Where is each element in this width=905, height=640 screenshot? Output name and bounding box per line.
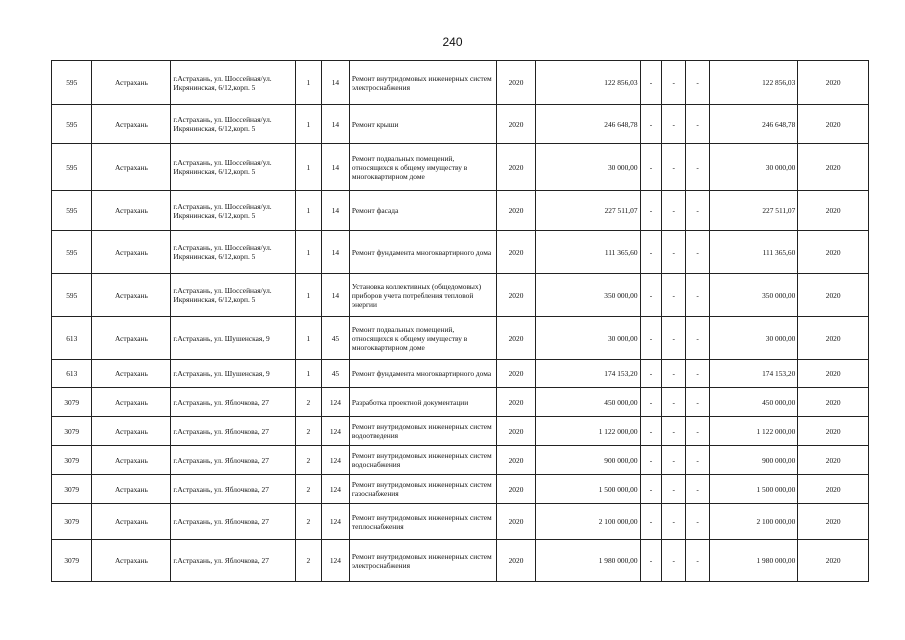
cell-year: 2020 [497, 540, 535, 582]
cell-building-count: 1 [295, 317, 321, 360]
cell-house-id: 595 [52, 231, 92, 274]
cell-dash: - [662, 504, 686, 540]
table-row [52, 274, 869, 317]
table-row [52, 360, 869, 388]
cell-completion-year: 2020 [798, 475, 869, 504]
cell-address: г.Астрахань, ул. Шушенская, 9 [171, 360, 296, 388]
cell-completion-year: 2020 [798, 417, 869, 446]
cell-dash: - [662, 417, 686, 446]
cell-completion-year: 2020 [798, 191, 869, 231]
cell-address: г.Астрахань, ул. Шоссейная/ул. Икрянинская, 6/12,корп. 5 [171, 191, 296, 231]
cell-total: 30 000,00 [710, 144, 798, 191]
cell-completion-year: 2020 [798, 540, 869, 582]
cell-cost: 246 648,78 [535, 105, 640, 144]
cell-dash: - [686, 191, 710, 231]
cell-work-type: Ремонт внутридомовых инженерных систем электроснабжения [349, 61, 496, 105]
cell-dash: - [662, 274, 686, 317]
cell-house-id: 613 [52, 317, 92, 360]
cell-work-type: Ремонт фасада [349, 191, 496, 231]
cell-dash: - [686, 61, 710, 105]
table-row [52, 144, 869, 191]
cell-cost: 1 122 000,00 [535, 417, 640, 446]
table-row [52, 61, 869, 105]
cell-dash: - [662, 446, 686, 475]
cell-building-count: 1 [295, 360, 321, 388]
cell-apartment-count: 124 [321, 504, 349, 540]
cell-cost: 111 365,60 [535, 231, 640, 274]
cell-dash: - [662, 61, 686, 105]
cell-completion-year: 2020 [798, 446, 869, 475]
cell-work-type: Разработка проектной документации [349, 388, 496, 417]
cell-total: 111 365,60 [710, 231, 798, 274]
cell-dash: - [640, 504, 662, 540]
cell-work-type: Ремонт внутридомовых инженерных систем водоснабжения [349, 446, 496, 475]
cell-house-id: 595 [52, 61, 92, 105]
cell-city: Астрахань [92, 360, 171, 388]
cell-house-id: 3079 [52, 446, 92, 475]
cell-dash: - [686, 317, 710, 360]
cell-dash: - [686, 475, 710, 504]
cell-address: г.Астрахань, ул. Шоссейная/ул. Икрянинская, 6/12,корп. 5 [171, 144, 296, 191]
cell-dash: - [662, 317, 686, 360]
cell-completion-year: 2020 [798, 388, 869, 417]
cell-apartment-count: 45 [321, 360, 349, 388]
cell-address: г.Астрахань, ул. Яблочкова, 27 [171, 475, 296, 504]
cell-work-type: Ремонт внутридомовых инженерных систем газоснабжения [349, 475, 496, 504]
cell-year: 2020 [497, 360, 535, 388]
cell-cost: 227 511,07 [535, 191, 640, 231]
cell-house-id: 3079 [52, 504, 92, 540]
cell-work-type: Ремонт внутридомовых инженерных систем теплоснабжения [349, 504, 496, 540]
cell-total: 30 000,00 [710, 317, 798, 360]
cell-year: 2020 [497, 317, 535, 360]
cell-house-id: 613 [52, 360, 92, 388]
cell-address: г.Астрахань, ул. Яблочкова, 27 [171, 540, 296, 582]
cell-total: 246 648,78 [710, 105, 798, 144]
cell-address: г.Астрахань, ул. Шоссейная/ул. Икрянинская, 6/12,корп. 5 [171, 105, 296, 144]
cell-building-count: 2 [295, 417, 321, 446]
cell-building-count: 1 [295, 144, 321, 191]
cell-building-count: 1 [295, 191, 321, 231]
cell-building-count: 1 [295, 105, 321, 144]
cell-city: Астрахань [92, 504, 171, 540]
cell-building-count: 2 [295, 388, 321, 417]
cell-city: Астрахань [92, 475, 171, 504]
cell-address: г.Астрахань, ул. Шушенская, 9 [171, 317, 296, 360]
cell-building-count: 1 [295, 61, 321, 105]
cell-cost: 450 000,00 [535, 388, 640, 417]
cell-cost: 350 000,00 [535, 274, 640, 317]
cell-total: 350 000,00 [710, 274, 798, 317]
cell-dash: - [640, 388, 662, 417]
cell-building-count: 2 [295, 540, 321, 582]
cell-dash: - [662, 540, 686, 582]
cell-dash: - [640, 475, 662, 504]
cell-house-id: 3079 [52, 388, 92, 417]
cell-city: Астрахань [92, 191, 171, 231]
cell-completion-year: 2020 [798, 504, 869, 540]
cell-dash: - [640, 105, 662, 144]
table-row [52, 231, 869, 274]
cell-apartment-count: 124 [321, 417, 349, 446]
table-row [52, 191, 869, 231]
cell-dash: - [686, 231, 710, 274]
cell-apartment-count: 124 [321, 446, 349, 475]
cell-completion-year: 2020 [798, 231, 869, 274]
cell-apartment-count: 14 [321, 144, 349, 191]
cell-work-type: Ремонт фундамента многоквартирного дома [349, 231, 496, 274]
cell-house-id: 3079 [52, 417, 92, 446]
cell-house-id: 595 [52, 105, 92, 144]
cell-city: Астрахань [92, 231, 171, 274]
cell-cost: 174 153,20 [535, 360, 640, 388]
cell-dash: - [686, 417, 710, 446]
cell-dash: - [686, 105, 710, 144]
cell-apartment-count: 14 [321, 61, 349, 105]
cell-year: 2020 [497, 475, 535, 504]
cell-city: Астрахань [92, 274, 171, 317]
cell-dash: - [640, 446, 662, 475]
cell-address: г.Астрахань, ул. Шоссейная/ул. Икрянинская, 6/12,корп. 5 [171, 61, 296, 105]
cell-city: Астрахань [92, 317, 171, 360]
cell-work-type: Ремонт подвальных помещений, относящихся к общему имуществу в многоквартирном доме [349, 144, 496, 191]
table-row [52, 417, 869, 446]
cell-completion-year: 2020 [798, 61, 869, 105]
cell-dash: - [640, 360, 662, 388]
cell-year: 2020 [497, 504, 535, 540]
cell-dash: - [640, 191, 662, 231]
cell-total: 2 100 000,00 [710, 504, 798, 540]
cell-dash: - [662, 360, 686, 388]
cell-city: Астрахань [92, 61, 171, 105]
cell-completion-year: 2020 [798, 360, 869, 388]
table-row [52, 105, 869, 144]
cell-dash: - [640, 144, 662, 191]
table-row [52, 540, 869, 582]
repair-registry-table [51, 60, 869, 582]
cell-apartment-count: 14 [321, 105, 349, 144]
cell-house-id: 3079 [52, 475, 92, 504]
cell-work-type: Ремонт внутридомовых инженерных систем электроснабжения [349, 540, 496, 582]
cell-cost: 30 000,00 [535, 317, 640, 360]
table-row [52, 317, 869, 360]
cell-work-type: Ремонт крыши [349, 105, 496, 144]
cell-dash: - [640, 274, 662, 317]
cell-dash: - [686, 274, 710, 317]
cell-dash: - [640, 317, 662, 360]
cell-completion-year: 2020 [798, 274, 869, 317]
cell-cost: 1 500 000,00 [535, 475, 640, 504]
cell-cost: 2 100 000,00 [535, 504, 640, 540]
cell-dash: - [662, 105, 686, 144]
cell-house-id: 595 [52, 274, 92, 317]
cell-city: Астрахань [92, 144, 171, 191]
cell-address: г.Астрахань, ул. Яблочкова, 27 [171, 388, 296, 417]
cell-building-count: 1 [295, 231, 321, 274]
cell-dash: - [686, 504, 710, 540]
cell-dash: - [640, 231, 662, 274]
cell-address: г.Астрахань, ул. Шоссейная/ул. Икрянинская, 6/12,корп. 5 [171, 274, 296, 317]
table-row [52, 388, 869, 417]
cell-apartment-count: 124 [321, 540, 349, 582]
cell-year: 2020 [497, 417, 535, 446]
cell-dash: - [662, 475, 686, 504]
table-row [52, 504, 869, 540]
cell-completion-year: 2020 [798, 317, 869, 360]
cell-dash: - [640, 61, 662, 105]
table-body [52, 61, 869, 582]
cell-cost: 30 000,00 [535, 144, 640, 191]
cell-year: 2020 [497, 446, 535, 475]
cell-city: Астрахань [92, 417, 171, 446]
cell-total: 900 000,00 [710, 446, 798, 475]
cell-house-id: 595 [52, 144, 92, 191]
cell-apartment-count: 124 [321, 388, 349, 417]
cell-address: г.Астрахань, ул. Яблочкова, 27 [171, 417, 296, 446]
cell-completion-year: 2020 [798, 144, 869, 191]
cell-city: Астрахань [92, 105, 171, 144]
cell-work-type: Установка коллективных (общедомовых) приборов учета потребления тепловой энергии [349, 274, 496, 317]
cell-dash: - [686, 360, 710, 388]
table-row [52, 446, 869, 475]
cell-cost: 1 980 000,00 [535, 540, 640, 582]
cell-total: 1 122 000,00 [710, 417, 798, 446]
cell-cost: 900 000,00 [535, 446, 640, 475]
cell-apartment-count: 14 [321, 274, 349, 317]
cell-building-count: 2 [295, 446, 321, 475]
cell-year: 2020 [497, 388, 535, 417]
cell-apartment-count: 124 [321, 475, 349, 504]
cell-year: 2020 [497, 274, 535, 317]
cell-dash: - [662, 191, 686, 231]
cell-total: 122 856,03 [710, 61, 798, 105]
cell-year: 2020 [497, 231, 535, 274]
cell-dash: - [686, 540, 710, 582]
cell-building-count: 2 [295, 504, 321, 540]
cell-work-type: Ремонт фундамента многоквартирного дома [349, 360, 496, 388]
cell-building-count: 1 [295, 274, 321, 317]
cell-total: 227 511,07 [710, 191, 798, 231]
table-row [52, 475, 869, 504]
cell-city: Астрахань [92, 540, 171, 582]
cell-house-id: 595 [52, 191, 92, 231]
cell-year: 2020 [497, 61, 535, 105]
cell-year: 2020 [497, 191, 535, 231]
cell-address: г.Астрахань, ул. Шоссейная/ул. Икрянинская, 6/12,корп. 5 [171, 231, 296, 274]
cell-city: Астрахань [92, 446, 171, 475]
cell-address: г.Астрахань, ул. Яблочкова, 27 [171, 504, 296, 540]
cell-dash: - [640, 540, 662, 582]
cell-total: 174 153,20 [710, 360, 798, 388]
cell-year: 2020 [497, 144, 535, 191]
cell-dash: - [662, 388, 686, 417]
cell-cost: 122 856,03 [535, 61, 640, 105]
cell-dash: - [640, 417, 662, 446]
cell-address: г.Астрахань, ул. Яблочкова, 27 [171, 446, 296, 475]
cell-total: 450 000,00 [710, 388, 798, 417]
cell-total: 1 500 000,00 [710, 475, 798, 504]
cell-work-type: Ремонт внутридомовых инженерных систем водоотведения [349, 417, 496, 446]
cell-house-id: 3079 [52, 540, 92, 582]
cell-building-count: 2 [295, 475, 321, 504]
cell-apartment-count: 14 [321, 191, 349, 231]
cell-completion-year: 2020 [798, 105, 869, 144]
cell-dash: - [662, 144, 686, 191]
cell-dash: - [686, 388, 710, 417]
cell-dash: - [686, 446, 710, 475]
cell-dash: - [686, 144, 710, 191]
cell-city: Астрахань [92, 388, 171, 417]
page-number: 240 [442, 35, 463, 49]
cell-apartment-count: 45 [321, 317, 349, 360]
cell-total: 1 980 000,00 [710, 540, 798, 582]
cell-dash: - [662, 231, 686, 274]
cell-apartment-count: 14 [321, 231, 349, 274]
cell-year: 2020 [497, 105, 535, 144]
cell-work-type: Ремонт подвальных помещений, относящихся к общему имуществу в многоквартирном доме [349, 317, 496, 360]
